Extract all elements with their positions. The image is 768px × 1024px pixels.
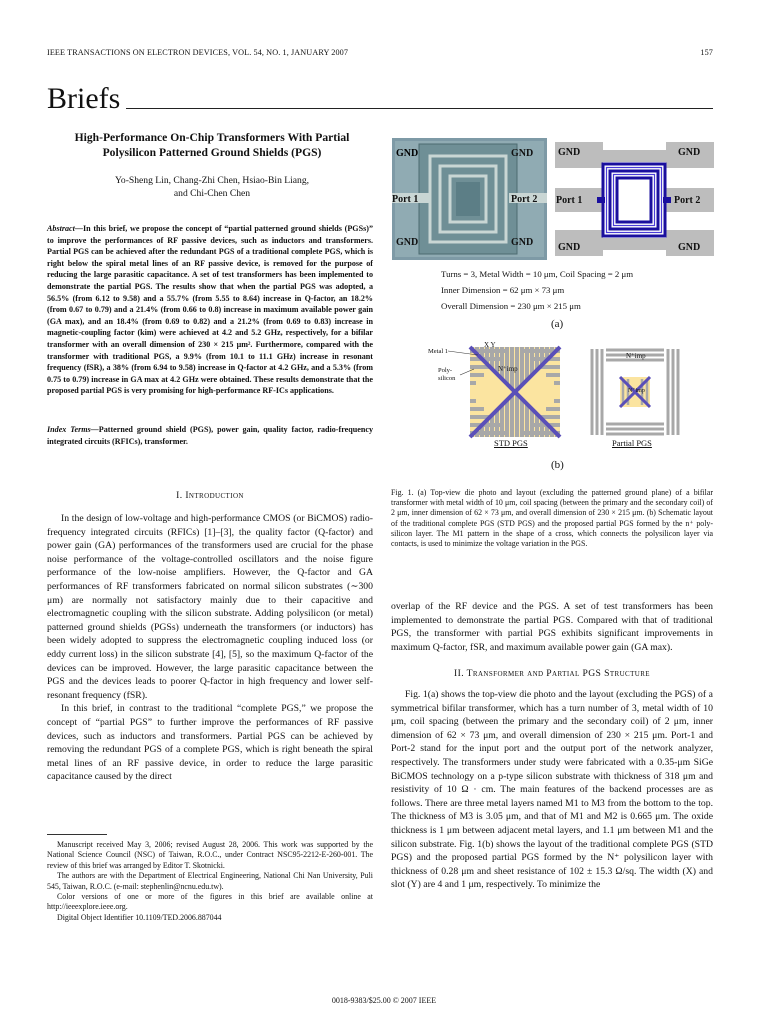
gnd-label-bl: GND bbox=[396, 237, 419, 248]
copyright-footer: 0018-9383/$25.00 © 2007 IEEE bbox=[331, 996, 437, 1005]
figure-label-b: (b) bbox=[551, 459, 564, 471]
section-heading-structure: II. Transformer and Partial PGS Structure bbox=[454, 668, 650, 679]
layout-gnd-tl: GND bbox=[558, 147, 581, 158]
spec-turns: Turns = 3, Metal Width = 10 μm, Coil Spacing = 2 μm bbox=[441, 269, 634, 279]
column2-continuation bbox=[391, 600, 713, 654]
metal1-label: Metal 1 bbox=[428, 348, 449, 355]
nimp-label-inner: N⁺imp bbox=[628, 388, 645, 394]
continuation-paragraph: overlap of the RF device and the PGS. A set of test transformers has been implemented to demonstrate the partial PGS. Compared with that of traditional PGS, the transformer with partial PGS exhibits significant improvements in maximum Q-factor, fSR, and maximum available power gain (GA max). bbox=[391, 601, 713, 653]
intro-paragraph-1: In the design of low-voltage and high-performance CMOS (or BiCMOS) radio-frequency integrated circuits (RFICs) [1]–[3], the quality factor (Q-factor) and power gain (GA) performances of the transformers used are crucial for the phase noise performance of the voltage-controlled oscillators and the noise figure performance of the low-noise amplifiers. However, the Q-factor and GA performances of RF transformers fabricated on normal silicon substrates (∼300 μm) are normally not satisfactory mainly due to their capacitive and electromagnetic coupling with the silicon substrate. Adding polysilicon (or metal) patterned ground shields (PGSs) underneath the transformers (or inductors) has been widely adopted to suppress the electromagnetic coupling induced loss (or eddy current loss) in the silicon substrate [4], [5], so the maximum Q-factor of the devices can be improved. However, the large parasitic capacitance between the PGS and the devices leads to poorer Q-factor in high frequency and lower self-resonant frequency (fSR). bbox=[47, 513, 373, 701]
spec-overall: Overall Dimension = 230 μm × 215 μm bbox=[441, 301, 581, 311]
footnotes bbox=[47, 840, 373, 923]
gnd-label-tl: GND bbox=[396, 148, 419, 159]
xy-label: X Y bbox=[484, 341, 496, 349]
section-title: Briefs bbox=[47, 82, 121, 115]
layout-gnd-tr: GND bbox=[678, 147, 701, 158]
footnote-affiliation: The authors are with the Department of Electrical Engineering, National Chi Nan University, Puli 545, Taiwan, R.O.C. (e-mail: stephenlin@ncnu.edu.tw). bbox=[47, 871, 373, 891]
layout-port2: Port 2 bbox=[674, 195, 701, 206]
section-heading-introduction: I. Introduction bbox=[176, 490, 244, 501]
layout-gnd-bl: GND bbox=[558, 242, 581, 253]
paper-title bbox=[47, 130, 377, 160]
page-number: 157 bbox=[700, 48, 713, 57]
authors bbox=[47, 174, 377, 200]
abstract bbox=[47, 223, 373, 397]
figure-1a bbox=[392, 138, 714, 260]
footnote-manuscript: Manuscript received May 3, 2006; revised August 28, 2006. This work was supported by the National Science Council (NSC) of Taiwan, R.O.C., under Contract NSC95-2212-E-260-001. The review of this brief was arranged by Editor T. Skotnicki. bbox=[47, 840, 373, 870]
footnote-rule bbox=[47, 834, 107, 835]
introduction-body bbox=[47, 512, 373, 784]
figure-1a-graphic bbox=[392, 138, 714, 260]
gnd-label-br: GND bbox=[511, 237, 534, 248]
footnote-color: Color versions of one or more of the figures in this brief are available online at http://ieeexplore.ieee.org. bbox=[47, 892, 373, 912]
index-terms-text: Patterned ground shield (PGS), power gain, quality factor, radio-frequency integrated circuits (RFICs), transformer. bbox=[47, 425, 373, 446]
paper-title-line1: High-Performance On-Chip Transformers With Partial bbox=[74, 131, 350, 144]
partial-pgs-label: Partial PGS bbox=[612, 438, 652, 448]
nimp-label-std: N⁺imp bbox=[498, 365, 518, 373]
abstract-label: Abstract— bbox=[47, 224, 83, 233]
figure-1b bbox=[430, 339, 690, 445]
intro-paragraph-2: In this brief, in contrast to the traditional “complete PGS,” we propose the concept of “partial PGS” to further improve the performances of RF passive devices, such as inductors and transformers. Partial PGS can be achieved by removing the redundant PGS of a complete PGS, which is right beneath the spiral metal lines of an RF passive device, in order to reduce the large parasitic capacitance caused by the direct bbox=[47, 703, 373, 783]
structure-paragraph: Fig. 1(a) shows the top-view die photo and the layout (excluding the PGS) of a symmetrical bifilar transformer, which has a turn number of 3, metal width of 10 μm, coil spacing (between the primary and the secondary coil) of 2 μm, inner dimension of 62 × 73 μm, and overall dimension of 230 × 215 μm. Port-1 and Port-2 stand for the input port and the output port of the network analyzer, respectively. The transformers under study were fabricated with a 0.35-μm SiGe BiCMOS technology on a p-type silicon substrate with thickness of 318 μm and resistivity of 10 Ω · cm. The main features of the backend processes are as follows. There are three metal layers named M1 to M3 from the bottom to the top. The thickness of M3 is 3.05 μm, and that of M1 and M2 is 0.665 μm. The oxide thickness is 1 μm between adjacent metal layers, and 1.1 μm between M1 and the silicon substrate. Fig. 1(b) shows the layout of the traditional complete PGS (STD PGS) and the proposed partial PGS formed by the N⁺ polysilicon layer with thickness of 0.28 μm and sheet resistance of 102 ± 15.3 Ω/sq. The width (X) and slot (Y) are 4 and 1 μm, respectively. To minimize the bbox=[391, 689, 713, 891]
abstract-text: In this brief, we propose the concept of “partial patterned ground shields (PGSs)” to improve the performances of RF passive devices, such as inductors and transformers. Partial PGS can be achieved after the redundant PGS of a traditional complete PGS, which is right below the spiral metal lines of an RF passive device, is removed for the purpose of reducing the large parasitic capacitance. A set of test transformers has been implemented to demonstrate the partial PGS. The results show that when the partial PGS was adopted, a 56.5% (from 6.12 to 9.58) and a 55.7% (from 5.55 to 8.64) increase in Q-factor, an 18.2% (from 0.67 to 0.79) and a 21.4% (from 0.66 to 0.8) increase in maximum available power gain (GA max), and an 18.4% (from 0.69 to 0.82) and a 21.2% (from 0.69 to 0.83) increase in magnetic-coupling factor (kim) were achieved at 4.2 and 5.2 GHz, respectively, for a bifilar transformer with an overall dimension of 230 × 215 μm². Furthermore, compared with the transformer with traditional PGS, a 9.9% (from 10.1 to 11.1 GHz) increase in resonant frequency (fSR), a 38% (from 6.94 to 9.58) increase in Q-factor at 4.2 GHz, and a 5.3% (from 0.75 to 0.79) increase in GA max at 4.2 GHz were obtained. These results demonstrate that the proposed partial PGS is very promising for high-performance RF-ICs applications. bbox=[47, 224, 373, 396]
port1-label: Port 1 bbox=[392, 194, 419, 205]
index-terms bbox=[47, 424, 373, 447]
structure-body bbox=[391, 688, 713, 892]
std-pgs-label: STD PGS bbox=[494, 438, 528, 448]
authors-line2: and Chi-Chen Chen bbox=[173, 188, 251, 199]
paper-title-line2: Polysilicon Patterned Ground Shields (PGS) bbox=[102, 146, 322, 159]
figure-caption: Fig. 1. (a) Top-view die photo and layout (excluding the patterned ground plane) of a bifilar transformer with metal width of 10 μm, coil spacing (between the primary and the secondary coil) of 2 μm, inner dimension of 62 × 73 μm, and overall dimension of 230 × 215 μm. (b) Schematic layout of the traditional complete PGS (STD PGS) and the proposed partial PGS formed by the n⁺ poly-silicon layer. The M1 pattern in the shape of a cross, which connects the polysilicon layer via contacts, is used to minimize the voltage variation in the PGS. bbox=[391, 488, 713, 549]
footnote-doi: Digital Object Identifier 10.1109/TED.2006.887044 bbox=[57, 912, 222, 922]
figure-1b-graphic bbox=[430, 339, 690, 445]
authors-line1: Yo-Sheng Lin, Chang-Zhi Chen, Hsiao-Bin Liang, bbox=[114, 175, 310, 186]
figure-label-a: (a) bbox=[551, 318, 564, 330]
port2-label: Port 2 bbox=[511, 194, 538, 205]
spec-inner: Inner Dimension = 62 μm × 73 μm bbox=[441, 285, 565, 295]
polysilicon-label: Poly- silicon bbox=[438, 367, 456, 382]
journal-header: IEEE TRANSACTIONS ON ELECTRON DEVICES, VOL. 54, NO. 1, JANUARY 2007 bbox=[47, 48, 349, 57]
layout-gnd-br: GND bbox=[678, 242, 701, 253]
gnd-label-tr: GND bbox=[511, 148, 534, 159]
layout-port1: Port 1 bbox=[556, 195, 583, 206]
index-terms-label: Index Terms— bbox=[47, 425, 99, 434]
nimp-label-partial: N⁺imp bbox=[626, 352, 646, 360]
title-rule bbox=[126, 108, 713, 109]
